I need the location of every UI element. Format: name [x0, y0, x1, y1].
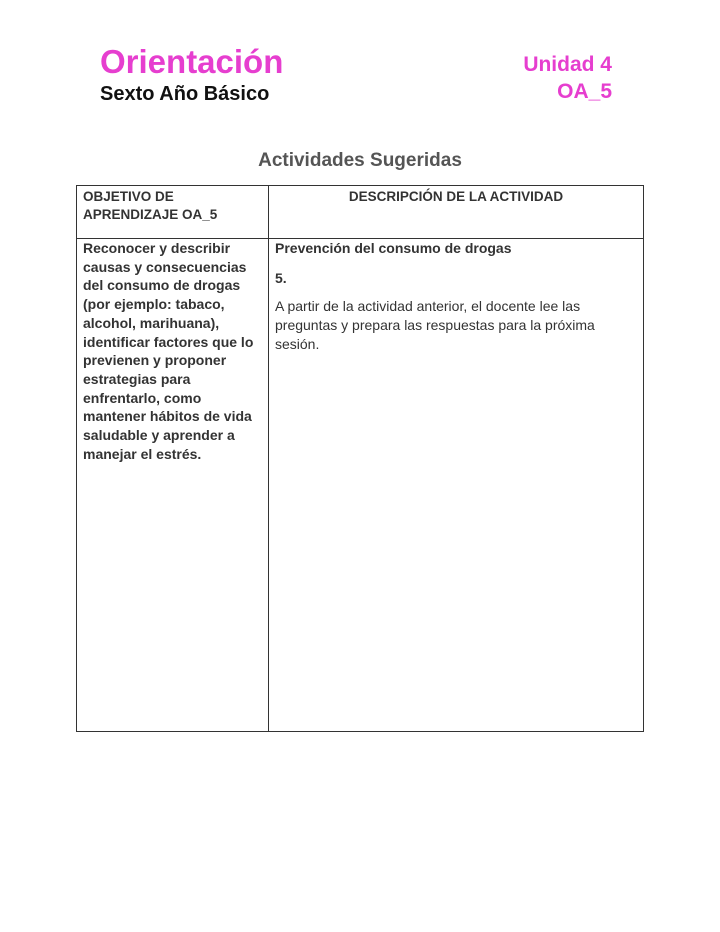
unit-label: Unidad 4 — [523, 53, 612, 76]
activity-text: A partir de la actividad anterior, el docente lee las preguntas y prepara las respuestas para la próxima sesión. — [275, 298, 595, 352]
description-column-header: DESCRIPCIÓN DE LA ACTIVIDAD — [269, 186, 644, 239]
activity-title: Prevención del consumo de drogas — [275, 240, 512, 256]
objective-column-header: OBJETIVO DE APRENDIZAJE OA_5 — [77, 186, 269, 239]
oa-label: OA_5 — [557, 80, 612, 103]
activity-number: 5. — [275, 270, 287, 286]
page-header-left — [100, 42, 283, 106]
description-cell — [269, 239, 644, 732]
grade-subtitle: Sexto Año Básico — [100, 83, 270, 105]
table-row — [77, 239, 644, 732]
table-header-row — [77, 186, 644, 239]
activity-table — [76, 185, 644, 732]
section-title: Actividades Sugeridas — [258, 150, 462, 171]
objective-cell: Reconocer y describir causas y consecuencias del consumo de drogas (por ejemplo: tabaco, alcohol, marihuana), identificar factores que lo previenen y proponer estrategias para enfrentarlo, como mantener hábitos de vida saludable y aprender a manejar el estrés. — [77, 239, 269, 732]
page-header-right — [523, 52, 612, 105]
subject-title: Orientación — [100, 43, 284, 80]
